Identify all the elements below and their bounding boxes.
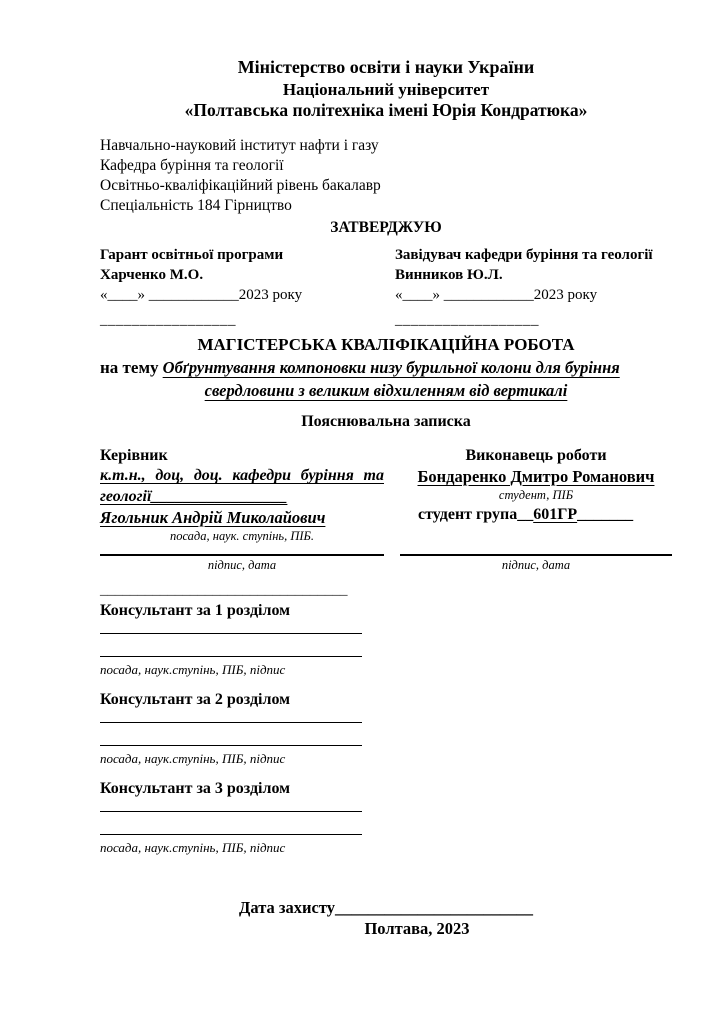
approval-date-line: «____» ____________2023 року bbox=[395, 287, 598, 303]
consultant-title: Консультант за 1 розділом bbox=[100, 602, 291, 619]
supervisor-name: Ягольник Андрій Миколайович bbox=[100, 508, 326, 527]
caption-student: студент, ПІБ bbox=[498, 488, 574, 502]
executor-label: Виконавець роботи bbox=[465, 447, 607, 464]
supervisor-position-line-1: к.т.н., доц, доц. кафедри буріння та bbox=[100, 467, 384, 484]
ministry-line: Міністерство освіти і науки України bbox=[237, 57, 535, 77]
header-block bbox=[100, 56, 672, 121]
consultant-intro-line: _________________________________ bbox=[100, 582, 348, 598]
approve-heading: ЗАТВЕРДЖУЮ bbox=[330, 219, 442, 236]
group-underscore-before: __ bbox=[517, 506, 534, 523]
supervisor-position-line-2: геології_________________ bbox=[100, 487, 288, 505]
approver-name: Винников Ю.Л. bbox=[395, 267, 503, 283]
consultant-fill-line bbox=[100, 811, 362, 812]
defense-date-label: Дата захисту bbox=[239, 898, 335, 917]
approval-left-column bbox=[100, 245, 395, 330]
consultant-title: Консультант за 2 розділом bbox=[100, 691, 291, 708]
qualification-level-line: Освітньо-кваліфікаційний рівень бакалавр bbox=[100, 177, 381, 194]
student-group-line bbox=[400, 504, 672, 525]
supervisor-signature-line bbox=[100, 554, 384, 556]
consultant-fill-line bbox=[100, 633, 362, 634]
consultant-caption: посада, наук.ступінь, ПІБ, підпис bbox=[100, 751, 286, 766]
student-group-prefix: студент група bbox=[418, 506, 518, 523]
caption-signature: підпис, дата bbox=[207, 558, 277, 572]
approver-role: Гарант освітньої програми bbox=[100, 247, 284, 263]
consultant-fill-line bbox=[100, 745, 362, 746]
department-line: Кафедра буріння та геології bbox=[100, 157, 284, 174]
group-underscore-after: _______ bbox=[577, 506, 634, 523]
approval-signature-line: __________________ bbox=[395, 312, 539, 328]
consultant-block-1 bbox=[100, 600, 388, 678]
topic-text-line-1: Обґрунтування компоновки низу бурильної колони для буріння bbox=[162, 358, 620, 377]
signatories-row bbox=[100, 445, 672, 574]
approval-right-column bbox=[395, 245, 672, 330]
document-subtitle: Пояснювальна записка bbox=[301, 413, 471, 430]
institute-line: Навчально-науковий інститут нафти і газу bbox=[100, 137, 379, 154]
thesis-type-title: МАГІСТЕРСЬКА КВАЛІФІКАЦІЙНА РОБОТА bbox=[197, 335, 575, 354]
executor-signature-line bbox=[400, 554, 672, 556]
defense-date-line: ________________________ bbox=[334, 898, 533, 917]
supervisor-label: Керівник bbox=[100, 447, 168, 464]
caption-signature: підпис, дата bbox=[501, 558, 571, 572]
consultant-caption: посада, наук.ступінь, ПІБ, підпис bbox=[100, 662, 286, 677]
supervisor-column bbox=[100, 445, 384, 574]
specialty-line: Спеціальність 184 Гірництво bbox=[100, 197, 292, 214]
approval-date-line: «____» ____________2023 року bbox=[100, 287, 303, 303]
executor-column bbox=[400, 445, 672, 574]
university-line-2: «Полтавська політехніка імені Юрія Кондратюка» bbox=[184, 100, 588, 120]
city-year: Полтава, 2023 bbox=[364, 919, 470, 938]
institute-block bbox=[100, 136, 672, 216]
approval-columns bbox=[100, 245, 672, 330]
approver-name: Харченко М.О. bbox=[100, 267, 204, 283]
consultant-caption: посада, наук.ступінь, ПІБ, підпис bbox=[100, 840, 286, 855]
consultant-block-3 bbox=[100, 778, 388, 856]
topic-label: на тему bbox=[100, 358, 159, 377]
caption-position: посада, наук. ступінь, ПІБ. bbox=[169, 529, 315, 543]
consultant-fill-line bbox=[100, 722, 362, 723]
consultant-fill-line bbox=[100, 834, 362, 835]
consultant-title: Консультант за 3 розділом bbox=[100, 780, 291, 797]
executor-name: Бондаренко Дмитро Романович bbox=[417, 467, 655, 486]
topic-text-line-2: свердловини з великим відхиленням від вертикалі bbox=[204, 381, 568, 400]
topic-line-2 bbox=[100, 379, 672, 402]
university-line-1: Національний університет bbox=[282, 80, 490, 99]
approval-signature-line: _________________ bbox=[100, 312, 236, 328]
consultant-fill-line bbox=[100, 656, 362, 657]
defense-date-row bbox=[100, 897, 672, 918]
consultant-block-2 bbox=[100, 689, 388, 767]
consultants-section bbox=[100, 582, 388, 856]
topic-line-1 bbox=[100, 356, 672, 379]
student-group-value: 601ГР bbox=[533, 506, 578, 523]
approver-role: Завідувач кафедри буріння та геології bbox=[395, 247, 653, 263]
